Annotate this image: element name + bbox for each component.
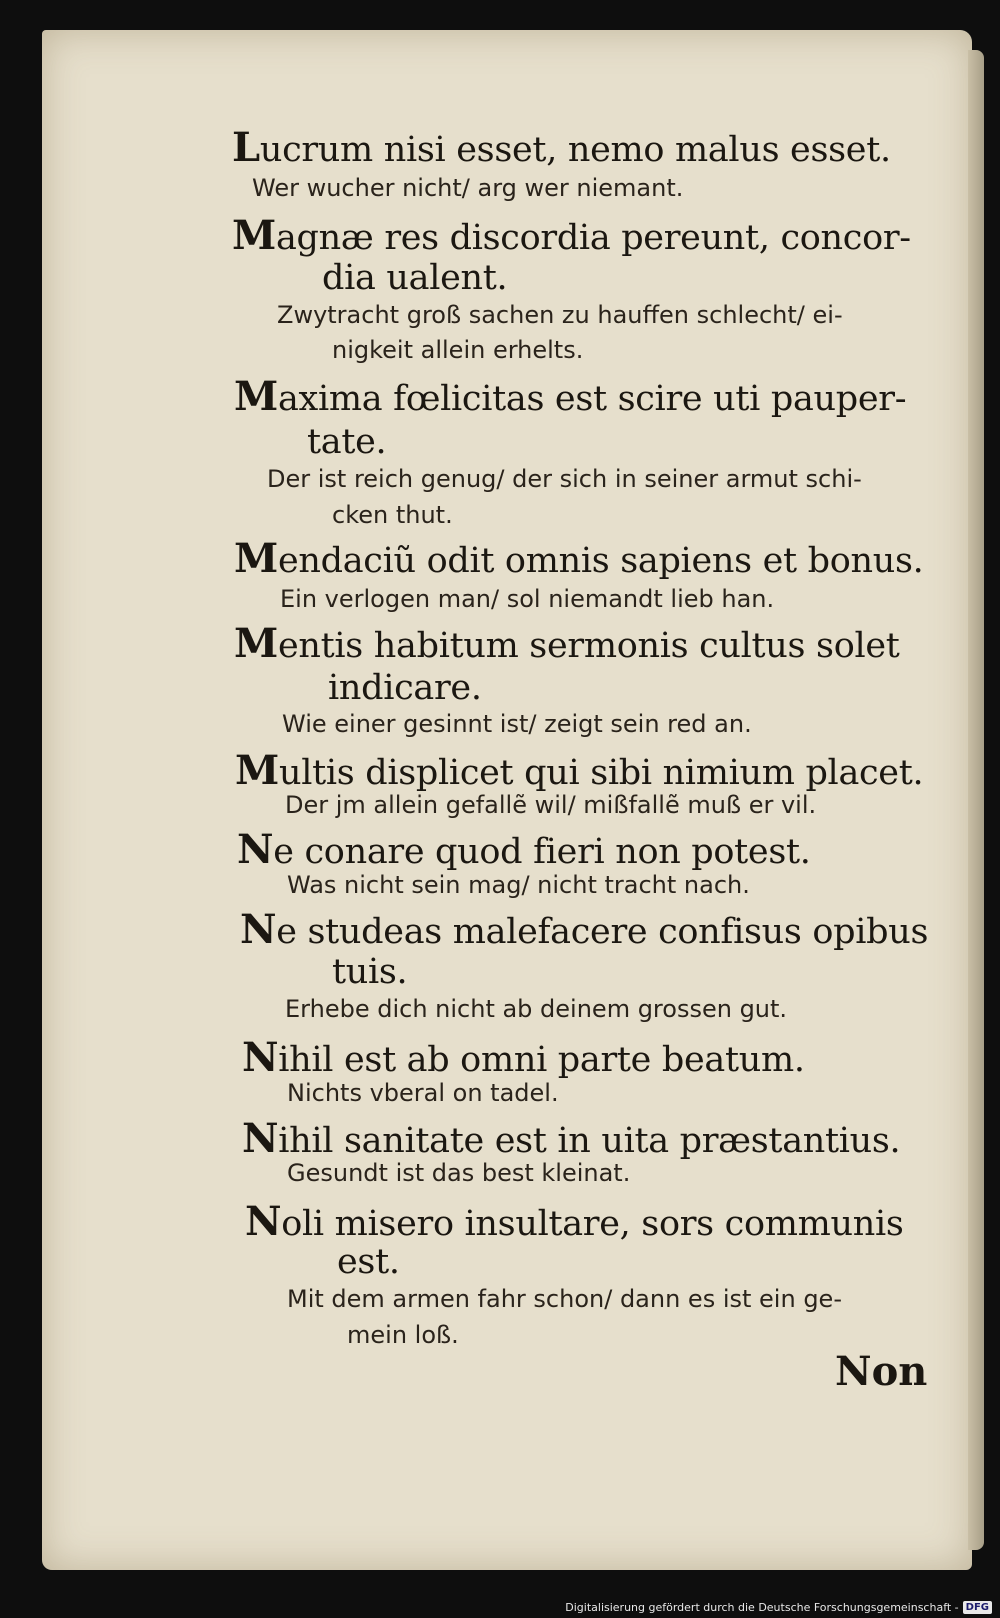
- latin-line: est.: [337, 1242, 400, 1282]
- latin-line: dia ualent.: [322, 258, 508, 298]
- latin-text: ihil sanitate est in uita præstantius.: [278, 1121, 901, 1161]
- latin-line: [237, 826, 811, 873]
- latin-line: [234, 373, 906, 420]
- latin-line: [232, 212, 911, 259]
- initial-letter: M: [235, 747, 279, 794]
- latin-line: tate.: [307, 422, 387, 462]
- german-line: Wie einer gesinnt ist/ zeigt sein red an.: [282, 710, 752, 738]
- latin-text: e conare quod fieri non potest.: [273, 832, 811, 872]
- latin-line: [240, 906, 928, 953]
- latin-line: [245, 1198, 904, 1245]
- latin-line: [234, 535, 923, 582]
- initial-letter: M: [232, 212, 276, 259]
- german-line: Erhebe dich nicht ab deinem grossen gut.: [285, 995, 788, 1023]
- footer: [565, 1601, 992, 1614]
- book-page: [42, 30, 972, 1570]
- latin-text: ucrum nisi esset, nemo malus esset.: [259, 130, 891, 170]
- german-line: Wer wucher nicht/ arg wer niemant.: [252, 174, 684, 202]
- latin-text: axima fœlicitas est scire uti pauper-: [277, 379, 907, 419]
- german-line: Was nicht sein mag/ nicht tracht nach.: [287, 871, 750, 899]
- latin-text: ihil est ab omni parte beatum.: [278, 1040, 805, 1080]
- latin-text: endaciũ odit omnis sapiens et bonus.: [277, 541, 924, 581]
- latin-text: agnæ res discordia pereunt, concor-: [275, 218, 911, 258]
- initial-letter: N: [240, 906, 277, 953]
- german-line: Der jm allein gefallẽ wil/ mißfallẽ muß er vil.: [285, 791, 817, 819]
- german-line: Ein verlogen man/ sol niemandt lieb han.: [280, 585, 775, 613]
- initial-letter: N: [242, 1115, 279, 1162]
- initial-letter: N: [237, 826, 274, 873]
- initial-letter: N: [245, 1198, 282, 1245]
- latin-line: [235, 747, 923, 794]
- latin-line: [232, 124, 891, 171]
- latin-line: [234, 620, 900, 667]
- german-line: Nichts vberal on tadel.: [287, 1079, 559, 1107]
- latin-text: entis habitum sermonis cultus solet: [277, 626, 900, 666]
- page-edge: [968, 50, 984, 1550]
- footer-text: Digitalisierung gefördert durch die Deutsche Forschungsgemeinschaft -: [565, 1601, 959, 1614]
- initial-letter: M: [234, 373, 278, 420]
- german-line: nigkeit allein erhelts.: [332, 336, 584, 364]
- german-line: Mit dem armen fahr schon/ dann es ist ein ge-: [287, 1285, 842, 1313]
- initial-letter: L: [232, 124, 260, 171]
- initial-letter: M: [234, 620, 278, 667]
- latin-text: ultis displicet qui sibi nimium placet.: [278, 753, 924, 793]
- latin-line: [242, 1034, 805, 1081]
- german-line: Gesundt ist das best kleinat.: [287, 1159, 631, 1187]
- latin-text: oli misero insultare, sors communis: [281, 1204, 904, 1244]
- catchword: Non: [835, 1348, 928, 1395]
- initial-letter: M: [234, 535, 278, 582]
- german-line: cken thut.: [332, 501, 453, 529]
- latin-line: tuis.: [332, 952, 408, 992]
- latin-line: [242, 1115, 900, 1162]
- latin-text: e studeas malefacere confisus opibus: [276, 912, 929, 952]
- german-line: mein loß.: [347, 1321, 459, 1349]
- german-line: Der ist reich genug/ der sich in seiner armut schi-: [267, 465, 862, 493]
- latin-line: indicare.: [328, 668, 482, 708]
- dfg-logo: DFG: [963, 1601, 992, 1614]
- initial-letter: N: [242, 1034, 279, 1081]
- german-line: Zwytracht groß sachen zu hauffen schlecht/ ei-: [277, 301, 843, 329]
